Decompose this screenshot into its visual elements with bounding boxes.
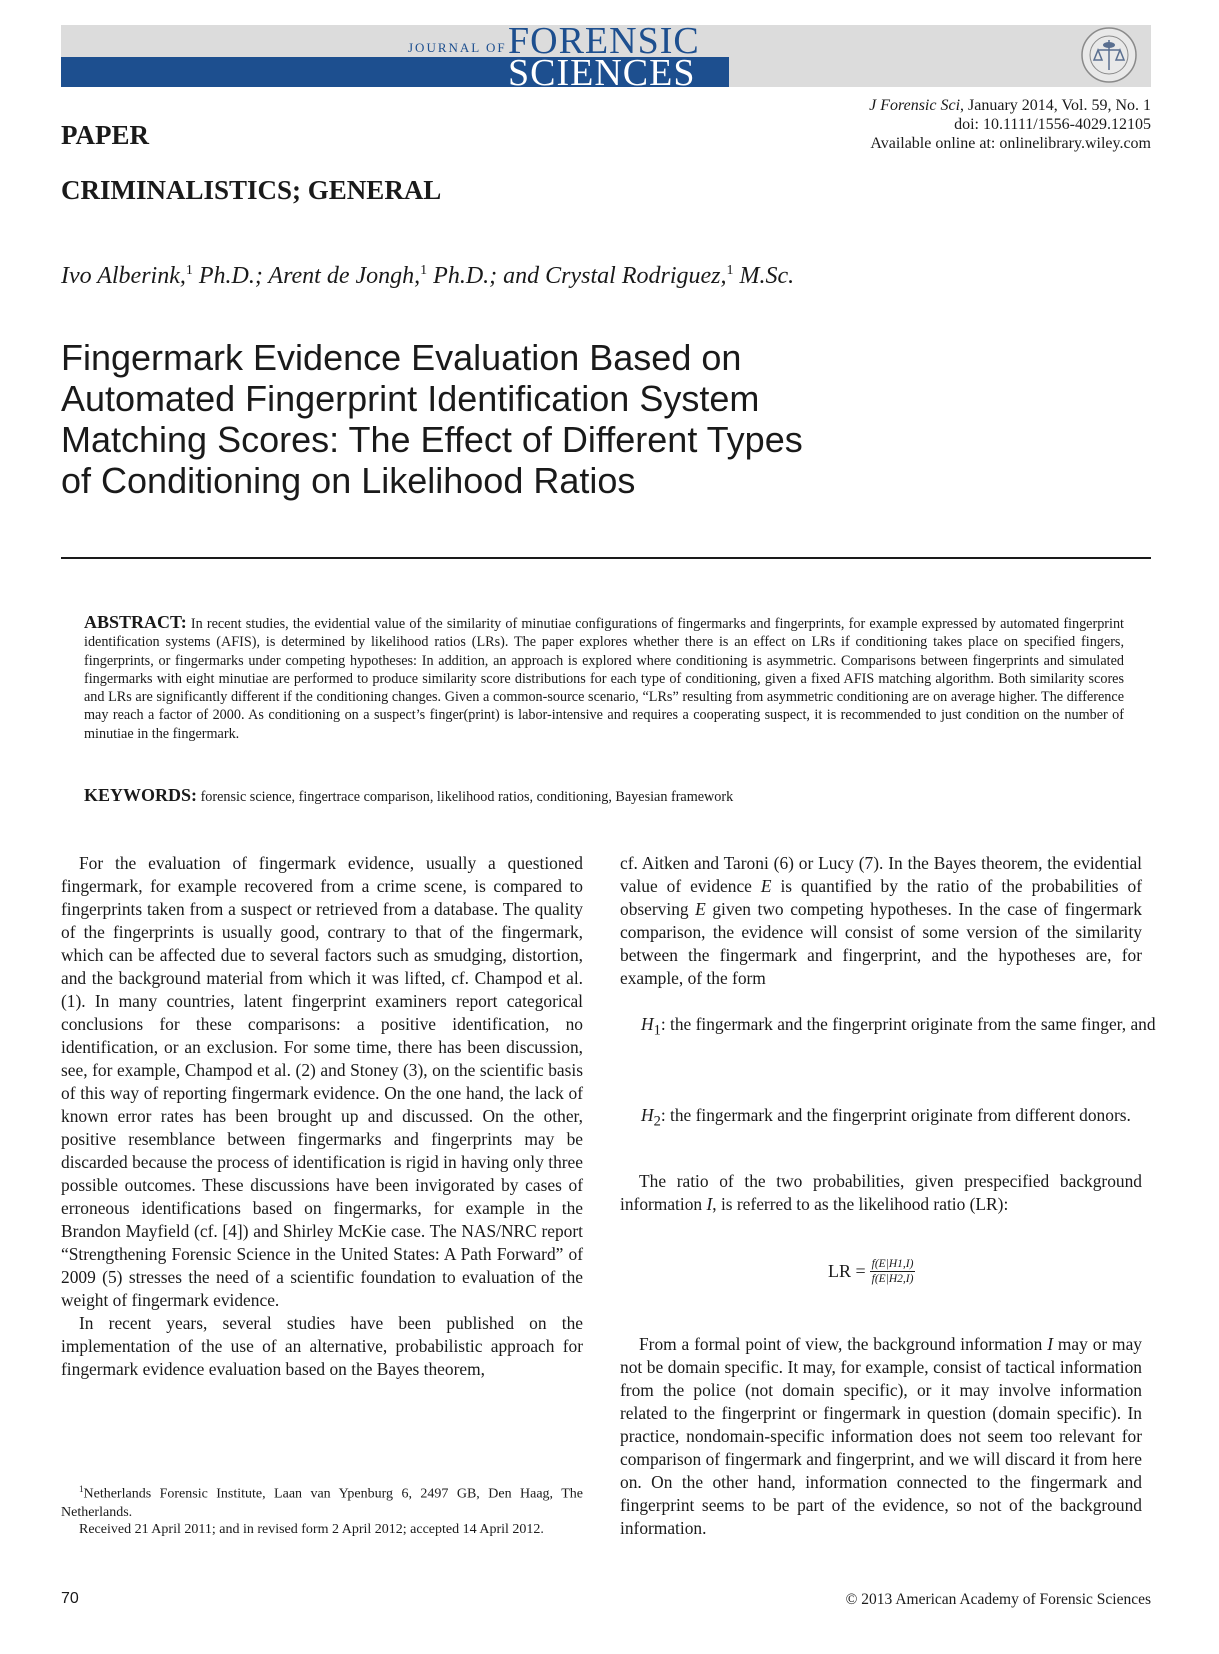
- abstract: [84, 613, 1124, 743]
- abstract-label: ABSTRACT:: [84, 612, 187, 632]
- author-degree: Ph.D.; and: [427, 263, 546, 289]
- paper-type-label: PAPER: [61, 120, 149, 150]
- citation-issue: , January 2014, Vol. 59, No. 1: [960, 97, 1151, 114]
- journal-of-label: JOURNAL OF: [408, 40, 507, 55]
- body-left-column: [61, 852, 583, 1381]
- title-line: Matching Scores: The Effect of Different Types: [61, 419, 803, 460]
- article-title: [61, 337, 961, 501]
- keywords-label: KEYWORDS:: [84, 785, 198, 805]
- hypothesis-text: : the fingermark and the fingerprint originate from different donors.: [660, 1105, 1131, 1125]
- hypothesis-text: : the fingermark and the fingerprint originate from the same finger, and: [660, 1014, 1156, 1034]
- body-paragraph: For the evaluation of fingermark evidence, usually a questioned fingermark, for example recovered from a crime scene, is compared to fingerprints taken from a suspect or retrieved from a database. The quality of the fingerprints is usually good, contrary to that of the fingermark, which can be affected due to several factors such as smudging, distortion, and the background material from which it was lifted, cf. Champod et al. (1). In many countries, latent fingerprint examiners report categorical conclusions for these comparisons: a positive identification, no identification, or an exclusion. For some time, there has been discussion, see, for example, Champod et al. (2) and Stoney (3), on the scientific basis of this way of reporting fingermark evidence. On the one hand, the lack of known error rates has been brought up and discussed. On the other, positive resemblance between fingermarks and fingerprints may be discarded because the process of identification is rigid in having only three possible outcomes. These discussions have been invigorated by cases of erroneous identifications based on fingermarks, for example in the Brandon Mayfield (cf. [4]) and Shirley McKie case. The NAS/NRC report “Strengthening Forensic Science in the United States: A Path Forward” of 2009 (5) stresses the need of a scientific foundation to evaluation of the weight of fingermark evidence.: [61, 853, 583, 1310]
- author-name: Arent de Jongh,: [268, 263, 421, 289]
- page-number: 70: [61, 1590, 79, 1607]
- section-label: CRIMINALISTICS; GENERAL: [61, 175, 442, 205]
- author-degree: M.Sc.: [733, 263, 795, 289]
- text-run: , is referred to as the likelihood ratio (LR):: [712, 1194, 1009, 1214]
- journal-logo-sciences: SCIENCES: [508, 52, 696, 94]
- citation-online: Available online at: onlinelibrary.wiley.com: [870, 135, 1151, 152]
- hypothesis-subscript: 1: [653, 1022, 661, 1039]
- formula-numerator: f(E|H1,I): [871, 1258, 914, 1270]
- author-affiliation-sup: 1: [726, 263, 734, 278]
- likelihood-ratio-formula: [828, 1258, 915, 1285]
- citation-block: [869, 96, 1151, 153]
- title-line: Fingermark Evidence Evaluation Based on: [61, 337, 742, 378]
- author-affiliation-sup: 1: [185, 263, 193, 278]
- variable-i: I: [706, 1194, 713, 1214]
- body-paragraph: In recent years, several studies have been published on the implementation of the use of an alternative, probabilistic approach for fingermark evidence evaluation based on the Bayes theorem,: [61, 1313, 583, 1379]
- footnote-marker: 1: [79, 1484, 84, 1494]
- citation-doi: doi: 10.1111/1556-4029.12105: [954, 116, 1151, 133]
- author-degree: Ph.D.;: [192, 263, 269, 289]
- affiliation-text: Netherlands Forensic Institute, Laan van Ypenburg 6, 2497 GB, Den Haag, The Netherlands.: [61, 1486, 583, 1521]
- variable-e: E: [760, 876, 772, 896]
- formula-fraction: [870, 1258, 916, 1285]
- body-right-column-intro: [620, 852, 1142, 990]
- variable-i: I: [1047, 1334, 1054, 1354]
- text-run: given two competing hypotheses. In the case of fingermark comparison, the evidence will consist of some version of the similarity between the fingermark and fingerprint, and the hypotheses are, for example, of the form: [620, 899, 1142, 988]
- author-affiliation-sup: 1: [420, 263, 428, 278]
- body-right-column-continued: [620, 1333, 1142, 1540]
- formula-lhs: LR =: [828, 1261, 866, 1281]
- journal-logo-forensic: FORENSIC: [508, 20, 700, 62]
- abstract-text: In recent studies, the evidential value of the similarity of minutiae configurations of fingermarks and fingerprints, for example expressed by automated fingerprint identification systems (AFIS), is determined by likelihood ratios (LRs). The paper explores whether there is an effect on LRs if conditioning takes place on specified fingers, fingerprints, or fingermarks under competing hypotheses: In addition, an approach is explored where conditioning is asymmetric. Comparisons between fingerprints and simulated fingermarks with eight minutiae are performed to produce similarity score distributions for each type of conditioning, given a fixed AFIS matching algorithm. Both similarity scores and LRs are significantly different if the conditioning changes. Given a common-source scenario, “LRs” resulting from asymmetric conditioning are on average higher. The difference may reach a factor of 2000. As conditioning on a suspect’s finger(print) is labor-intensive and requires a cooperating suspect, it is recommended to just condition on the number of minutiae in the fingermark.: [84, 616, 1125, 742]
- title-line: of Conditioning on Likelihood Ratios: [61, 460, 636, 501]
- hypothesis-h2: [620, 1104, 1163, 1133]
- likelihood-ratio-intro: [620, 1170, 1142, 1216]
- author-list: [61, 263, 794, 290]
- keywords-text: forensic science, fingertrace comparison, likelihood ratios, conditioning, Bayesian framework: [200, 789, 734, 805]
- text-run: From a formal point of view, the background information: [639, 1334, 1048, 1354]
- hypothesis-subscript: 2: [653, 1113, 661, 1130]
- hypothesis-symbol: H: [641, 1105, 654, 1125]
- variable-e: E: [695, 899, 706, 919]
- author-name: Crystal Rodriguez,: [545, 263, 727, 289]
- text-run: The ratio of the two probabilities, given prespecified background information: [620, 1171, 1142, 1214]
- body-paragraph: [620, 1170, 1142, 1216]
- hypothesis-h1: [620, 1013, 1163, 1042]
- citation-journal: J Forensic Sci: [869, 97, 961, 114]
- hypothesis-symbol: H: [641, 1014, 654, 1034]
- text-run: cf. Aitken and Taroni (6) or Lucy (7). In the Bayes theorem, the evidential value of evidence: [620, 853, 1142, 896]
- affiliation-footnote: [61, 1480, 583, 1523]
- body-paragraph: [620, 1333, 1142, 1540]
- title-divider: [61, 557, 1151, 559]
- text-run: may or may not be domain specific. It may, for example, consist of tactical information from the police (not domain specific), or it may involve information related to the fingerprint or fingermark in question (domain specific). In practice, nondomain-specific information does not seem too relevant for comparison of fingermark and fingerprint, and we will discard it from here on. On the other hand, information connected to the fingermark and fingerprint seems to be part of the evidence, so not of the background information.: [620, 1334, 1142, 1538]
- title-line: Automated Fingerprint Identification System: [61, 378, 760, 419]
- author-name: Ivo Alberink,: [61, 263, 186, 289]
- copyright-notice: © 2013 American Academy of Forensic Sciences: [845, 1591, 1151, 1608]
- received-dates-footnote: Received 21 April 2011; and in revised form 2 April 2012; accepted 14 April 2012.: [79, 1522, 544, 1537]
- formula-denominator: f(E|H2,I): [871, 1273, 914, 1285]
- text-run: is quantified by the ratio of the probabilities of observing: [620, 876, 1142, 919]
- keywords: [84, 786, 1124, 807]
- academy-seal-icon: [1080, 26, 1138, 84]
- body-paragraph: [620, 852, 1142, 990]
